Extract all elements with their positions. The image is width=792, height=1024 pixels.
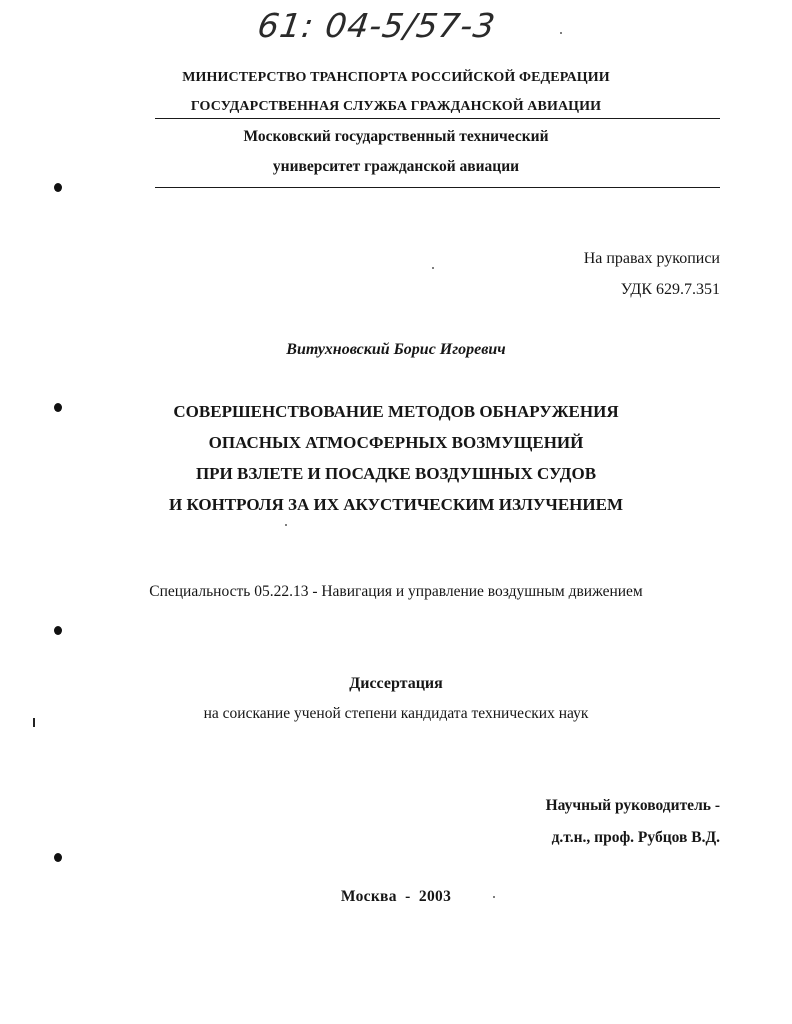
scan-speck bbox=[432, 267, 434, 269]
header-divider-top bbox=[155, 118, 720, 119]
university-name-line1: Московский государственный технический bbox=[243, 128, 549, 145]
place-and-year: Москва - 2003 bbox=[340, 888, 452, 905]
title-line: СОВЕРШЕНСТВОВАНИЕ МЕТОДОВ ОБНАРУЖЕНИЯ bbox=[173, 402, 619, 421]
scan-speck bbox=[493, 896, 495, 898]
binder-hole-mark bbox=[54, 853, 62, 862]
advisor-name: д.т.н., проф. Рубцов В.Д. bbox=[551, 829, 720, 846]
udc-code: УДК 629.7.351 bbox=[620, 281, 720, 298]
scan-speck bbox=[560, 32, 562, 34]
binder-hole-mark bbox=[54, 183, 62, 192]
title-line: И КОНТРОЛЯ ЗА ИХ АКУСТИЧЕСКИМ ИЗЛУЧЕНИЕМ bbox=[168, 495, 624, 514]
archive-mark: 61: 04-5/57-3 bbox=[255, 6, 499, 45]
dissertation-title bbox=[0, 396, 792, 520]
advisor-label: Научный руководитель - bbox=[545, 797, 720, 814]
title-line: ПРИ ВЗЛЕТЕ И ПОСАДКЕ ВОЗДУШНЫХ СУДОВ bbox=[195, 464, 597, 483]
header-divider-bottom bbox=[155, 187, 720, 188]
ministry-name: МИНИСТЕРСТВО ТРАНСПОРТА РОССИЙСКОЙ ФЕДЕРАЦИИ bbox=[182, 70, 610, 85]
degree-sought: на соискание ученой степени кандидата технических наук bbox=[203, 705, 589, 722]
manuscript-rights: На правах рукописи bbox=[583, 250, 720, 267]
document-type: Диссертация bbox=[349, 675, 443, 692]
scan-speck bbox=[285, 524, 287, 526]
university-name-line2: университет гражданской авиации bbox=[272, 158, 520, 175]
specialty: Специальность 05.22.13 - Навигация и управление воздушным движением bbox=[149, 583, 643, 600]
title-line: ОПАСНЫХ АТМОСФЕРНЫХ ВОЗМУЩЕНИЙ bbox=[208, 433, 584, 452]
service-name: ГОСУДАРСТВЕННАЯ СЛУЖБА ГРАЖДАНСКОЙ АВИАЦИИ bbox=[190, 99, 602, 114]
author-name: Витухновский Борис Игоревич bbox=[286, 341, 506, 358]
binder-hole-mark bbox=[54, 626, 62, 635]
